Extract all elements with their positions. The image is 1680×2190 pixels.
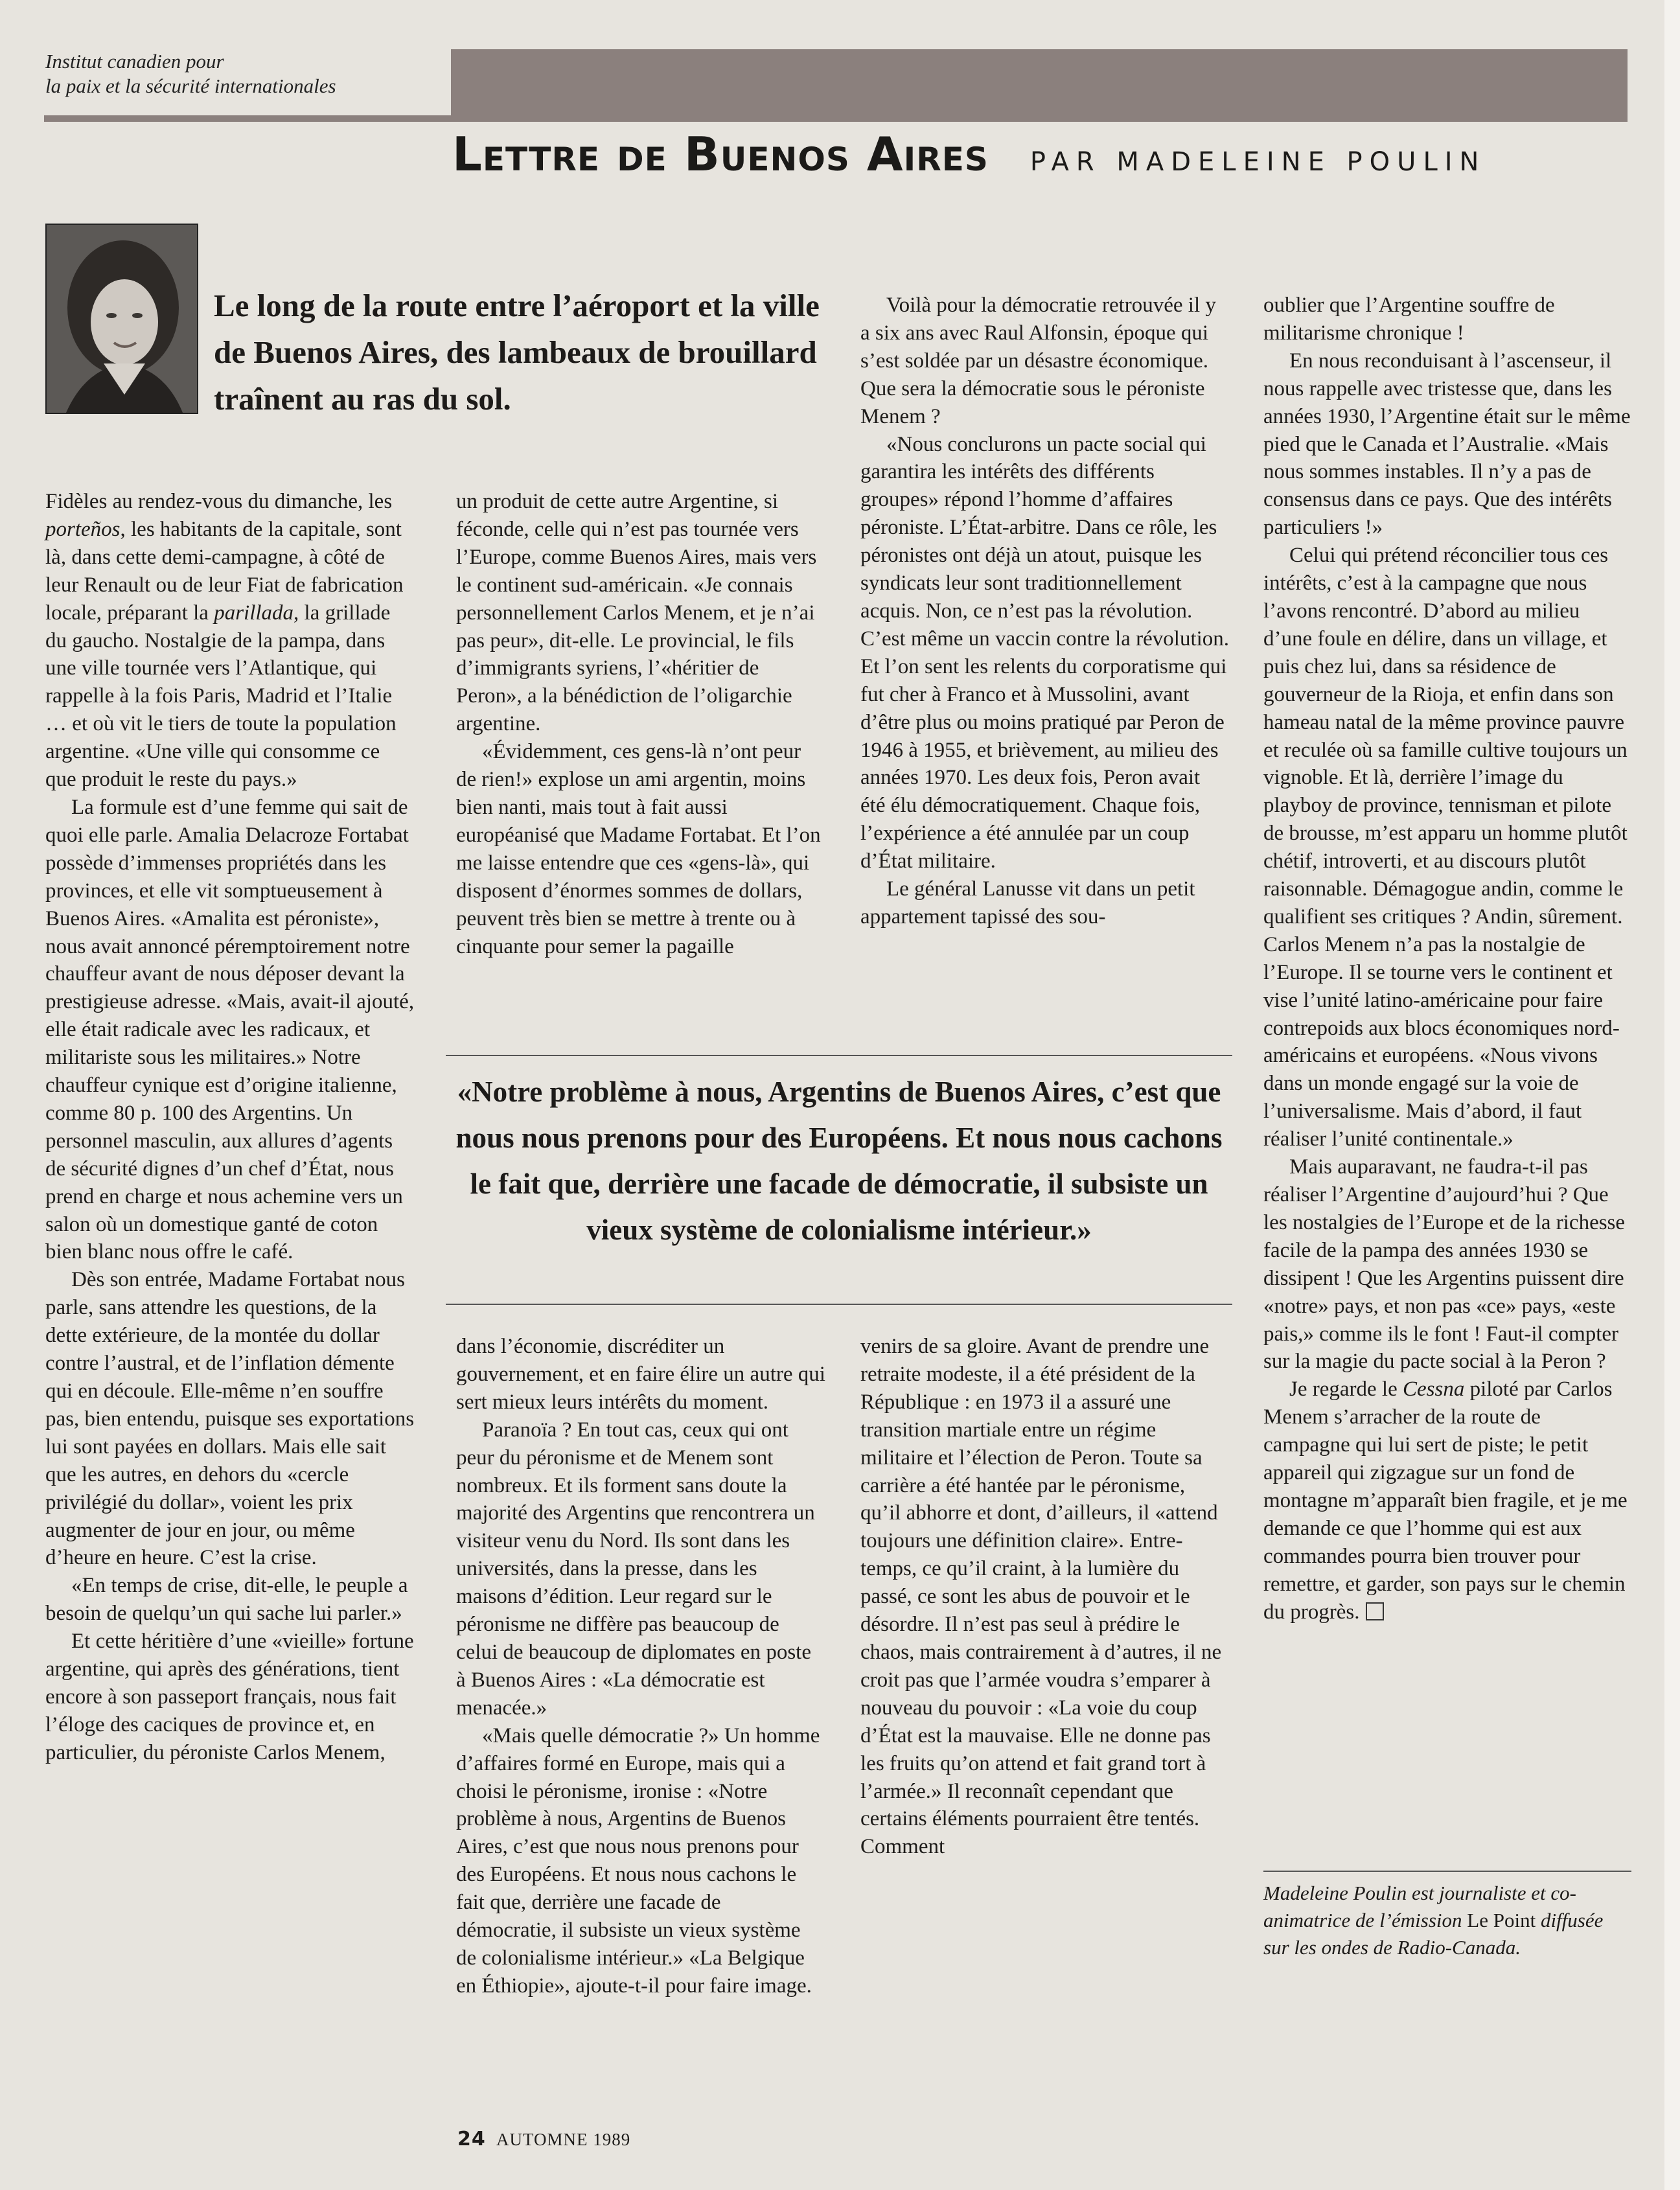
closing-text: Je regarde le Cessna piloté par Carlos Menem s’arracher de la route de campagne qui lui sert de piste; le petit appareil qui zigzague sur un fond de montagne m’apparaît bien fragile, et je me demande ce que l’homme qui est aux commandes pourra bien trouver pour remettre, et garder, son pays sur le chemin du progrès. — [1263, 1377, 1628, 1624]
institute-name — [45, 49, 336, 98]
column-4 — [1263, 292, 1631, 1626]
page-footer — [457, 2128, 630, 2150]
author-portrait — [45, 224, 198, 414]
bio-text-1: Madeleine Poulin est journaliste et co-animatrice de l’émission — [1263, 1882, 1576, 1931]
paragraph: venirs de sa gloire. Avant de prendre une retraite modeste, il a été président de la République : en 1973 il a assuré une transition martiale entre un régime militaire et l’élection de Peron. Toute sa carrière a été hantée par le péronisme, qu’il abhorre et dont, d’ailleurs, il «attend toujours une définition claire». Entre-temps, ce qu’il craint, à la lumière du passé, ce sont les abus de pouvoir et le désordre. Il n’est pas seul à prédire le chaos, mais contrairement à d’autres, il ne croit pas que l’armée voudra s’emparer à nouveau du pouvoir : «La voie du coup d’État est la mauvaise. Elle ne donne pas les fruits qu’on attend et fait grand tort à l’armée.» Il reconnaît cependant que certains éléments pourraient être tentés. Comment — [860, 1335, 1222, 1859]
paragraph: oublier que l’Argentine souffre de militarisme chronique ! — [1263, 294, 1555, 345]
article-title: Lettre de Buenos Aires — [452, 127, 989, 181]
page-edge — [1664, 0, 1680, 2190]
column-2-bottom — [456, 1333, 825, 2000]
bio-text-2: diffusée sur les ondes de Radio-Canada. — [1263, 1909, 1604, 1959]
bio-show-name: Le Point — [1467, 1909, 1536, 1931]
paragraph: Dès son entrée, Madame Fortabat nous parle, sans attendre les questions, de la dette extérieure, de la montée du dollar contre l’austral, et de l’inflation démente qui en découle. Elle-même n’en souffre pas, bien entendu, puisque ses exportations lui sont payées en dollars. Mais elle sait que les autres, en dehors du «cercle privilégié du dollar», voient les prix augmenter de jour en jour, ou même d’heure en heure. C’est la crise. — [45, 1268, 415, 1570]
end-mark-icon — [1366, 1602, 1384, 1620]
institute-line-1: Institut canadien pour — [45, 50, 224, 73]
column-1 — [45, 488, 415, 1767]
header-underline — [44, 115, 1628, 122]
paragraph: Paranoïa ? En tout cas, ceux qui ont peur du péronisme et de Menem sont nombreux. Et ils forment sans doute la majorité des Argentins que rencontrera un visiteur venu du Nord. Ils sont dans les universités, dans la presse, dans les maisons d’édition. Leur regard sur le péronisme ne diffère pas beaucoup de celui de beaucoup de diplomates en poste à Buenos Aires : «La démocratie est menacée.» — [456, 1418, 815, 1720]
author-bio — [1263, 1880, 1631, 1961]
paragraph: Le général Lanusse vit dans un petit appartement tapissé des sou- — [860, 877, 1195, 928]
paragraph: En nous reconduisant à l’ascenseur, il nous rappelle avec tristesse que, dans les années 1930, l’Argentine était sur le même pied que le Canada et l’Australie. «Mais nous sommes instables. Il n’y a pas de consensus dans ce pays. Que des intérêts particuliers !» — [1263, 349, 1631, 540]
pull-quote-box — [446, 1055, 1232, 1305]
paragraph: dans l’économie, discréditer un gouvernement, et en faire élire un autre qui sert mieux leurs intérêts du moment. — [456, 1335, 825, 1414]
pull-quote-bottom-rule — [446, 1304, 1232, 1305]
issue-label: AUTOMNE 1989 — [496, 2130, 631, 2149]
column-3-bottom — [860, 1333, 1230, 1861]
paragraph: «Évidemment, ces gens-là n’ont peur de rien!» explose un ami argentin, moins bien nanti, mais tout à fait aussi européanisé que Madame Fortabat. Et l’on me laisse entendre que ces «gens-là», qui disposent d’énormes sommes de dollars, peuvent très bien se mettre à trente ou à cinquante pour semer la pagaille — [456, 740, 821, 958]
lead-paragraph: Le long de la route entre l’aéroport et la ville de Buenos Aires, des lambeaux de brouillard traînent au ras du sol. — [214, 288, 820, 417]
portrait-image — [47, 225, 197, 413]
paragraph: un produit de cette autre Argentine, si féconde, celle qui n’est pas tournée vers l’Europe, comme Buenos Aires, mais vers le continent sud-américain. «Je connais personnellement Carlos Menem, et je n’ai pas peur», dit-elle. Le provincial, le fils d’immigrants syriens, l’«héritier de Peron», a la bénédiction de l’oligarchie argentine. — [456, 490, 817, 736]
paragraph: Celui qui prétend réconcilier tous ces intérêts, c’est à la campagne que nous l’avons rencontré. D’abord au milieu d’une foule en délire, dans un village, et puis chez lui, dans sa résidence de gouverneur de la Rioja, et enfin dans son hameau natal de la même province pauvre et reculée où sa famille cultive toujours un vignoble. Et là, derrière l’image du playboy de province, tennisman et pilote de brousse, m’est apparu un homme plutôt chétif, introverti, et au discours plutôt raisonnable. Démagogue andin, comme le qualifient ses critiques ? Andin, sûrement. Carlos Menem n’a pas la nostalgie de l’Europe. Il se tourne vers le continent et vise l’unité latino-américaine pour faire contrepoids aux blocs économiques nord-américains et européens. «Nous vivons dans un monde engagé sur la voie de l’universalisme. Mais d’abord, il faut réaliser l’unité continentale.» — [1263, 544, 1628, 1151]
article-byline: PAR MADELEINE POULIN — [1030, 147, 1486, 177]
column-2-top — [456, 488, 825, 960]
institute-line-2: la paix et la sécurité internationales — [45, 75, 336, 97]
column-3-top — [860, 292, 1230, 931]
paragraph: Fidèles au rendez-vous du dimanche, les porteños, les habitants de la capitale, sont là, dans cette demi-campagne, à côté de leur Renault ou de leur Fiat de fabrication locale, préparant la parillada, la grillade du gaucho. Nostalgie de la pampa, dans une ville tournée vers l’Atlantique, qui rappelle à la fois Paris, Madrid et l’Italie … et où vit le tiers de toute la population argentine. «Une ville qui consomme ce que produit le reste du pays.» — [45, 490, 404, 792]
headline — [452, 127, 1486, 181]
page-number: 24 — [457, 2128, 486, 2150]
paragraph: La formule est d’une femme qui sait de quoi elle parle. Amalia Delacroze Fortabat possède d’immenses propriétés dans les provinces, et elle vit somptueusement à Buenos Aires. «Amalita est péroniste», nous avait annoncé péremptoirement notre chauffeur avant de nous déposer devant la prestigieuse adresse. «Mais, avait-il ajouté, elle était radicale avec les radicaux, et militariste sous les militaires.» Notre chauffeur cynique est d’origine italienne, comme 80 p. 100 des Argentins. Un personnel masculin, aux allures d’agents de sécurité dignes d’un chef d’État, nous prend en charge et nous achemine vers un salon où un domestique ganté de coton bien blanc nous offre le café. — [45, 795, 415, 1264]
paragraph: Voilà pour la démocratie retrouvée il y a six ans avec Raul Alfonsin, époque qui s’est soldée par un désastre économique. Que sera la démocratie sous le péroniste Menem ? — [860, 294, 1216, 428]
pull-quote-top-rule — [446, 1055, 1232, 1056]
paragraph — [1263, 1376, 1631, 1626]
bio-rule — [1263, 1871, 1631, 1872]
paragraph: «Nous conclurons un pacte social qui garantira les intérêts des différents groupes» répond l’homme d’affaires péroniste. L’État-arbitre. Dans ce rôle, les péronistes ont déjà un atout, puisque les syndicats leur sont traditionnellement acquis. Non, ce n’est pas la révolution. C’est même un vaccin contre la révolution. Et l’on sent les relents du corporatisme qui fut cher à Franco et à Mussolini, avant d’être plus ou moins pratiqué par Peron de 1946 à 1955, et brièvement, au milieu des années 1970. Les deux fois, Peron avait été élu démocratiquement. Chaque fois, l’expérience a été annulée par un coup d’État militaire. — [860, 432, 1230, 873]
paragraph: «En temps de crise, dit-elle, le peuple a besoin de quelqu’un qui sache lui parler.» — [45, 1574, 408, 1626]
paragraph: «Mais quelle démocratie ?» Un homme d’affaires formé en Europe, mais qui a choisi le péronisme, ironise : «Notre problème à nous, Argentins de Buenos Aires, c’est que nous nous prenons pour des Européens. Et nous nous cachons le fait que, derrière une facade de démocratie, il subsiste un vieux système de colonialisme intérieur.» «La Belgique en Éthiopie», ajoute-t-il pour faire image. — [456, 1723, 820, 1998]
pull-quote: «Notre problème à nous, Argentins de Buenos Aires, c’est que nous nous prenons pour des Européens. Et nous nous cachons le fait que, derrière une facade de démocratie, il subsiste un vieux système de colonialisme intérieur.» — [455, 1076, 1223, 1246]
paragraph: Mais auparavant, ne faudra-t-il pas réaliser l’Argentine d’aujourd’hui ? Que les nostalgies de l’Europe et de la richesse facile de la pampa des années 1930 se dissipent ! Que les Argentins puissent dire «notre» pays, et non pas «ce» pays, «este pais,» comme ils le font ! Faut-il compter sur la magie du pacte social à la Peron ? — [1263, 1155, 1626, 1374]
paragraph: Et cette héritière d’une «vieille» fortune argentine, qui après des générations, tient encore à son passeport français, nous fait l’éloge des caciques de province et, en particulier, du péroniste Carlos Menem, — [45, 1630, 414, 1764]
header-bar — [451, 49, 1628, 115]
